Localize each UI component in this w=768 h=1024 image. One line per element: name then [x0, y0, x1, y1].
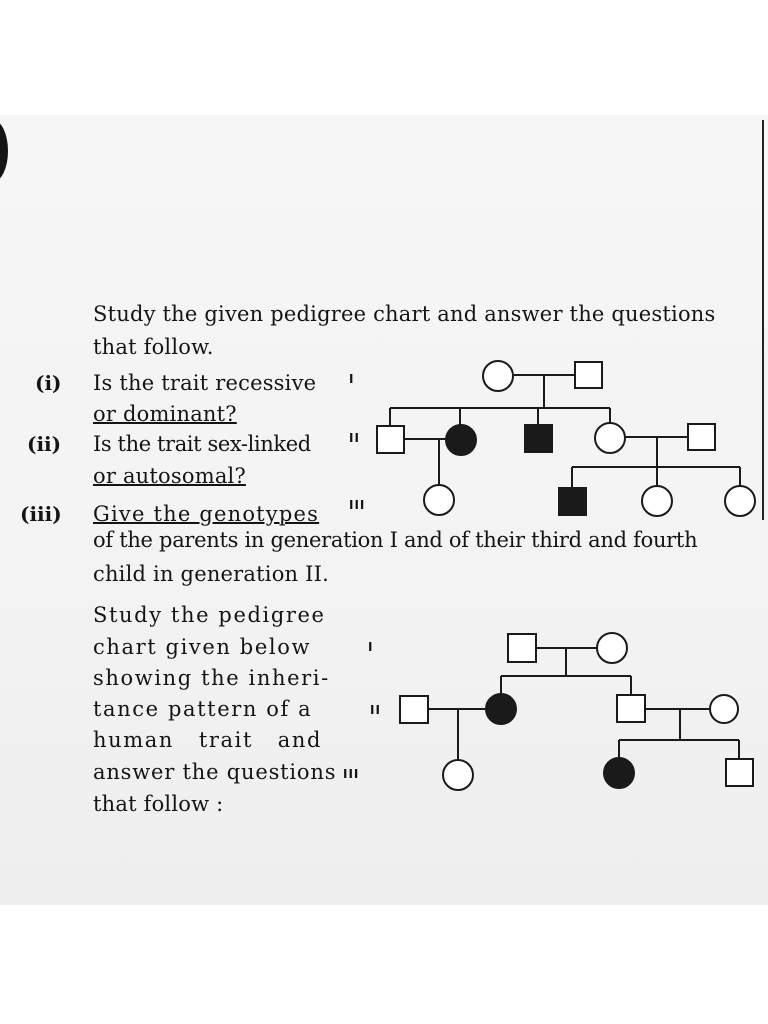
- q2-line6: answer the questions: [93, 760, 337, 784]
- q1-item1-line1: Is the trait recessive: [93, 371, 317, 395]
- q2-gen2-male: [617, 695, 645, 722]
- q1-item3-line3: child in generation II.: [93, 562, 329, 586]
- q2-gen3-female: [443, 760, 473, 790]
- q2-gen2-female-spouse: [710, 695, 738, 723]
- q1-gen3-female-2: [642, 486, 672, 516]
- q2-pedigree-chart: [400, 633, 753, 790]
- q1-item3-line1: Give the genotypes: [93, 502, 320, 526]
- q2-gen1-father: [508, 634, 536, 662]
- q2-line4: tance pattern of a: [93, 697, 313, 721]
- q1-gen2-male-spouse: [377, 426, 404, 453]
- q1-gen2-affected-female: [446, 425, 476, 455]
- q2-gen3-male: [726, 759, 753, 786]
- q2-line7: that follow :: [93, 792, 224, 816]
- q2-gen2-affected-female: [486, 694, 516, 724]
- q1-intro-line2: that follow.: [93, 335, 214, 359]
- q2-line5: human trait and: [93, 728, 323, 752]
- q1-gen2-female: [595, 423, 625, 453]
- q2-line2: chart given below: [93, 635, 312, 659]
- q2-gen1-mother: [597, 633, 627, 663]
- q1-intro-line1: Study the given pedigree chart and answer the questions: [93, 302, 716, 326]
- q1-gen-label-2: II: [349, 431, 360, 445]
- q1-gen3-affected-male: [559, 488, 586, 515]
- q1-item2-line1: Is the trait sex-linked: [93, 432, 311, 456]
- q1-gen2-affected-male: [525, 425, 552, 452]
- q2-line1: Study the pedigree: [93, 603, 326, 627]
- q1-item3-label: (iii): [20, 502, 62, 526]
- q2-gen3-affected-female: [604, 758, 634, 788]
- q1-gen1-father: [575, 362, 602, 388]
- q1-item3-line2: of the parents in generation I and of their third and fourth: [93, 528, 698, 552]
- q1-gen3-female-1: [424, 485, 454, 515]
- q2-gen-label-2: II: [370, 703, 381, 717]
- q1-item2-label: (ii): [27, 432, 62, 456]
- q1-gen2-female-spouse: [688, 424, 715, 450]
- q1-gen-label-1: I: [349, 372, 355, 386]
- q2-gen-label-3: III: [343, 767, 360, 781]
- q2-gen-label-1: I: [368, 640, 374, 654]
- q1-item1-label: (i): [35, 371, 62, 395]
- q1-gen-label-3: III: [349, 498, 366, 512]
- q1-item1-line2: or dominant?: [93, 402, 237, 426]
- q1-gen1-mother: [483, 361, 513, 391]
- q2-gen2-male-spouse: [400, 696, 428, 723]
- q1-gen3-female-3: [725, 486, 755, 516]
- q2-line3: showing the inheri-: [93, 666, 330, 690]
- q1-item2-line2: or autosomal?: [93, 464, 246, 488]
